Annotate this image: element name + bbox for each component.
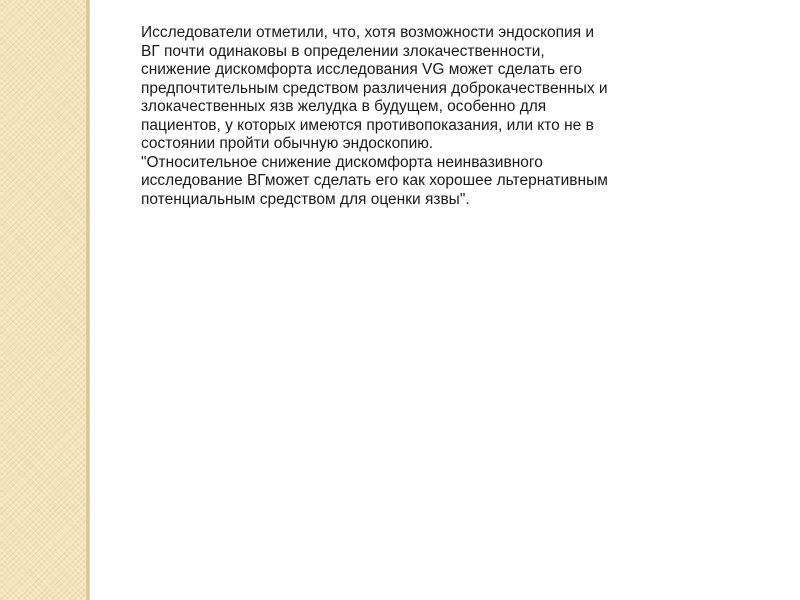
text-line: злокачественных язв желудка в будущем, особенно для [141,98,547,115]
side-band-edge [86,0,90,600]
text-line: ВГ почти одинаковы в определении злокачественности, [141,42,545,60]
paragraph-1 [141,24,701,154]
paragraph-2-quote [141,154,701,210]
text-line: "Относительное снижение дискомфорта неинвазивного [141,153,543,171]
text-line: Исследователи отметили, что, хотя возможности эндоскопия и [141,24,595,41]
text-line: снижение дискомфорта исследования VG может сделать его [141,61,582,78]
text-line: состоянии пройти обычную эндоскопию. [141,135,434,152]
text-line: предпочтительным средством различения доброкачественных и [141,79,608,97]
decorative-side-band [0,0,86,600]
slide-text-block [141,24,701,209]
text-line: потенциальным средством для оценки язвы". [141,190,470,208]
text-line: пациентов, у которых имеются противопоказания, или кто не в [141,116,594,134]
text-line: исследование ВГможет сделать его как хорошее льтернативным [141,172,608,189]
